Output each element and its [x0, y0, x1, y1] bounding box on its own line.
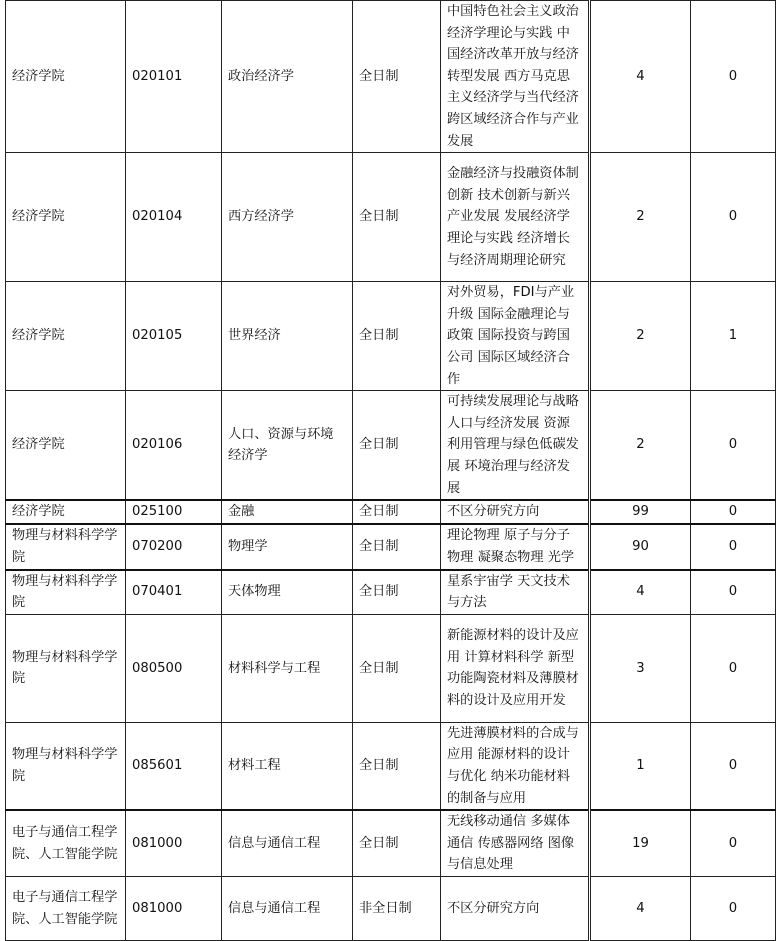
table-row [6, 570, 776, 615]
recommended-cell: 0 [691, 1, 776, 153]
major-cell: 天体物理 [222, 570, 353, 615]
major-cell: 政治经济学 [222, 1, 353, 153]
admissions-table [5, 0, 776, 941]
code-cell: 070401 [126, 570, 222, 615]
plan-cell: 3 [590, 614, 691, 722]
directions-cell: 金融经济与投融资体制创新 技术创新与新兴产业发展 发展经济学理论与实践 经济增长与经济周期理论研究 [441, 153, 590, 282]
mode-cell: 全日制 [353, 810, 441, 876]
major-cell: 信息与通信工程 [222, 877, 353, 941]
plan-cell: 1 [590, 722, 691, 810]
mode-cell: 全日制 [353, 500, 441, 524]
plan-cell: 90 [590, 524, 691, 570]
table-row [6, 614, 776, 722]
code-cell: 020101 [126, 1, 222, 153]
directions-cell: 中国特色社会主义政治经济学理论与实践 中国经济改革开放与经济转型发展 西方马克思主义经济学与当代经济 跨区域经济合作与产业发展 [441, 1, 590, 153]
code-cell: 025100 [126, 500, 222, 524]
major-cell: 人口、资源与环境经济学 [222, 391, 353, 500]
directions-cell: 星系宇宙学 天文技术与方法 [441, 570, 590, 615]
code-cell: 070200 [126, 524, 222, 570]
major-cell: 信息与通信工程 [222, 810, 353, 876]
college-cell: 物理与材料科学学院 [6, 570, 126, 615]
plan-cell: 2 [590, 153, 691, 282]
mode-cell: 全日制 [353, 282, 441, 391]
major-cell: 西方经济学 [222, 153, 353, 282]
college-cell: 物理与材料科学学院 [6, 614, 126, 722]
mode-cell: 非全日制 [353, 877, 441, 941]
mode-cell: 全日制 [353, 391, 441, 500]
code-cell: 081000 [126, 810, 222, 876]
recommended-cell: 0 [691, 524, 776, 570]
recommended-cell: 0 [691, 391, 776, 500]
table-row [6, 1, 776, 153]
code-cell: 020105 [126, 282, 222, 391]
table-row [6, 391, 776, 500]
table-row [6, 722, 776, 810]
code-cell: 081000 [126, 877, 222, 941]
plan-cell: 2 [590, 282, 691, 391]
mode-cell: 全日制 [353, 570, 441, 615]
plan-cell: 4 [590, 877, 691, 941]
recommended-cell: 0 [691, 153, 776, 282]
table-row [6, 282, 776, 391]
college-cell: 经济学院 [6, 500, 126, 524]
recommended-cell: 0 [691, 722, 776, 810]
major-cell: 材料工程 [222, 722, 353, 810]
college-cell: 经济学院 [6, 282, 126, 391]
recommended-cell: 0 [691, 877, 776, 941]
recommended-cell: 0 [691, 570, 776, 615]
mode-cell: 全日制 [353, 1, 441, 153]
code-cell: 080500 [126, 614, 222, 722]
directions-cell: 对外贸易，FDI与产业升级 国际金融理论与政策 国际投资与跨国公司 国际区域经济合作 [441, 282, 590, 391]
plan-cell: 2 [590, 391, 691, 500]
mode-cell: 全日制 [353, 722, 441, 810]
table-row [6, 153, 776, 282]
table-row [6, 810, 776, 876]
college-cell: 电子与通信工程学院、人工智能学院 [6, 810, 126, 876]
directions-cell: 不区分研究方向 [441, 500, 590, 524]
directions-cell: 不区分研究方向 [441, 877, 590, 941]
plan-cell: 99 [590, 500, 691, 524]
major-cell: 材料科学与工程 [222, 614, 353, 722]
table-row [6, 524, 776, 570]
recommended-cell: 0 [691, 500, 776, 524]
plan-cell: 4 [590, 1, 691, 153]
college-cell: 物理与材料科学学院 [6, 524, 126, 570]
college-cell: 经济学院 [6, 1, 126, 153]
directions-cell: 新能源材料的设计及应用 计算材料科学 新型功能陶瓷材料及薄膜材料的设计及应用开发 [441, 614, 590, 722]
recommended-cell: 0 [691, 614, 776, 722]
mode-cell: 全日制 [353, 153, 441, 282]
college-cell: 物理与材料科学学院 [6, 722, 126, 810]
recommended-cell: 0 [691, 810, 776, 876]
plan-cell: 4 [590, 570, 691, 615]
college-cell: 经济学院 [6, 391, 126, 500]
major-cell: 物理学 [222, 524, 353, 570]
recommended-cell: 1 [691, 282, 776, 391]
major-cell: 世界经济 [222, 282, 353, 391]
code-cell: 020106 [126, 391, 222, 500]
major-cell: 金融 [222, 500, 353, 524]
mode-cell: 全日制 [353, 524, 441, 570]
directions-cell: 先进薄膜材料的合成与应用 能源材料的设计与优化 纳米功能材料的制备与应用 [441, 722, 590, 810]
directions-cell: 可持续发展理论与战略 人口与经济发展 资源利用管理与绿色低碳发展 环境治理与经济发展 [441, 391, 590, 500]
code-cell: 085601 [126, 722, 222, 810]
plan-cell: 19 [590, 810, 691, 876]
directions-cell: 无线移动通信 多媒体通信 传感器网络 图像与信息处理 [441, 810, 590, 876]
table-row [6, 500, 776, 524]
code-cell: 020104 [126, 153, 222, 282]
college-cell: 电子与通信工程学院、人工智能学院 [6, 877, 126, 941]
directions-cell: 理论物理 原子与分子物理 凝聚态物理 光学 [441, 524, 590, 570]
mode-cell: 全日制 [353, 614, 441, 722]
college-cell: 经济学院 [6, 153, 126, 282]
